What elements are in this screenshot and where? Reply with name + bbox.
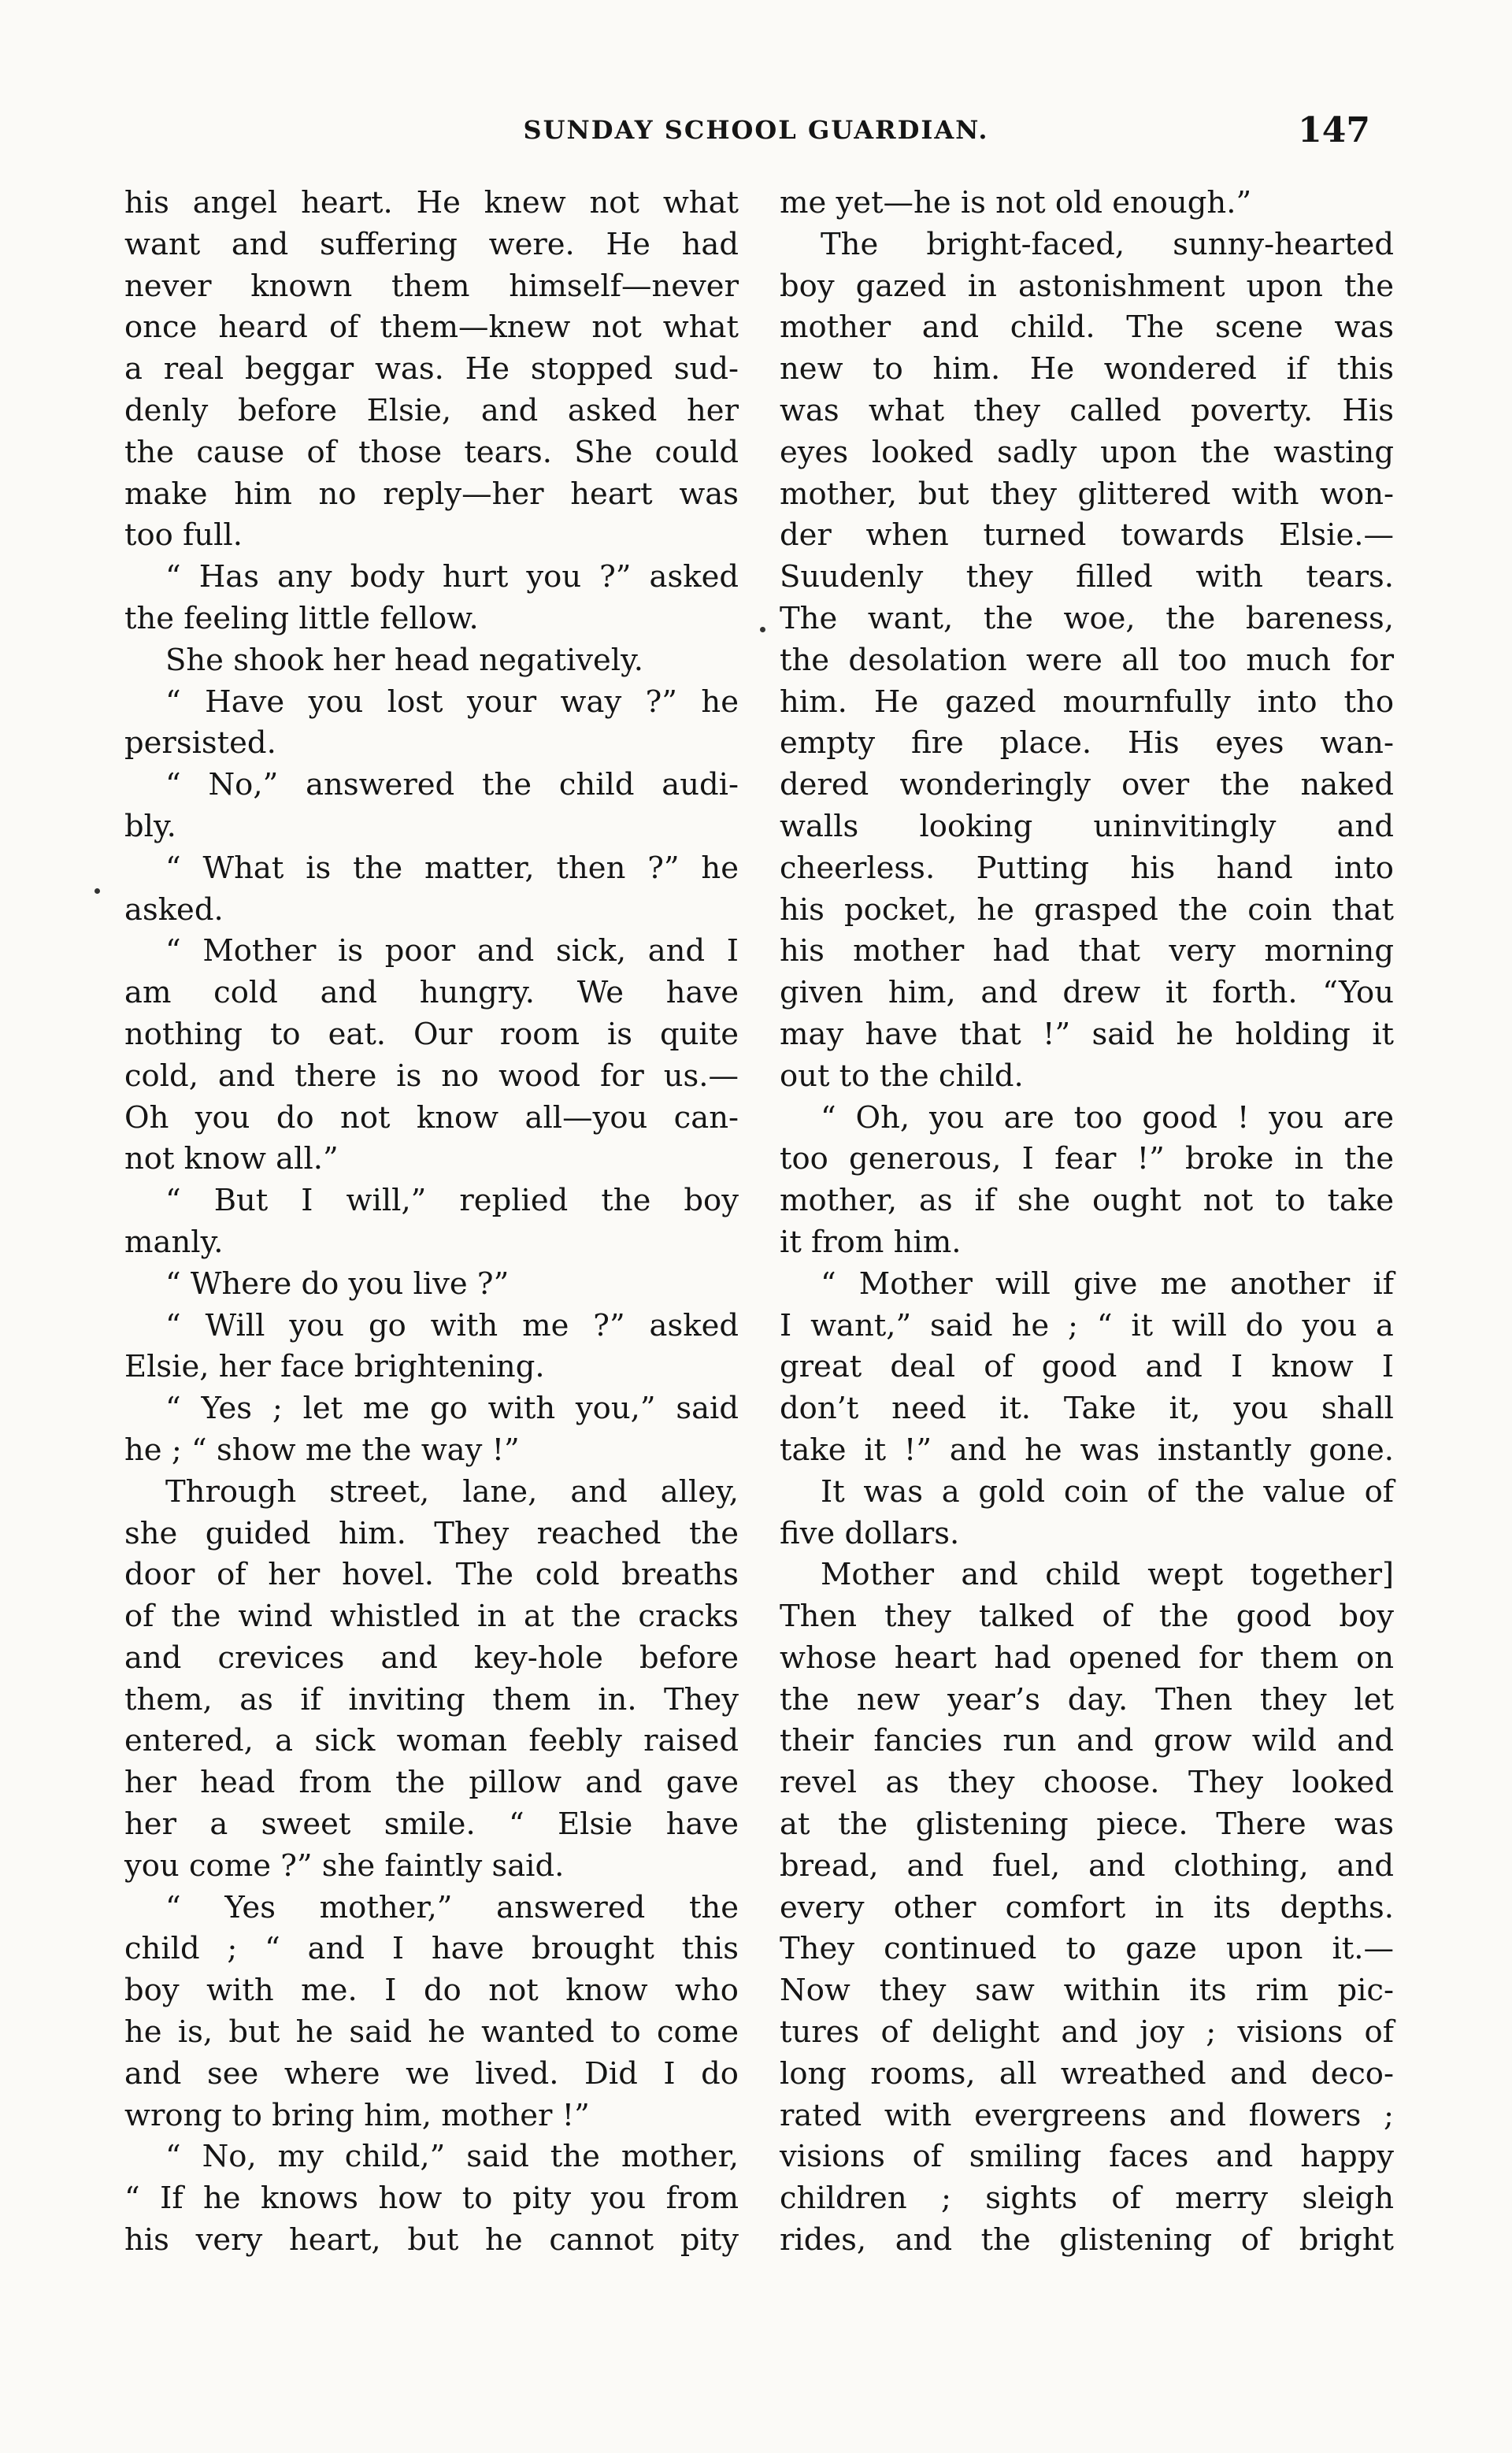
text-line: The want, the woe, the bareness, <box>780 600 1394 636</box>
text-line: “ Has any body hurt you ?” asked <box>165 559 739 595</box>
text-line: revel as they choose. They looked <box>780 1765 1394 1801</box>
text-line: mother, but they glittered with won- <box>780 476 1394 512</box>
text-line: entered, a sick woman feebly raised <box>124 1723 739 1759</box>
text-line: The bright-faced, sunny-hearted <box>821 226 1394 262</box>
text-line: wrong to bring him, mother !” <box>124 2097 590 2133</box>
text-line: asked. <box>124 891 224 928</box>
page-number: 147 <box>1298 110 1370 150</box>
text-line: me yet—he is not old enough.” <box>780 185 1252 220</box>
text-line: them, as if inviting them in. They <box>124 1681 739 1717</box>
text-line: his mother had that very morning <box>780 933 1394 969</box>
text-line: once heard of them—knew not what <box>124 309 739 346</box>
text-line: “ Have you lost your way ?” he <box>165 684 739 720</box>
text-line: their fancies run and grow wild and <box>780 1723 1394 1759</box>
text-line: “ If he knows how to pity you from <box>124 2181 739 2217</box>
text-line: Elsie, her face brightening. <box>124 1349 545 1385</box>
text-line: the feeling little fellow. <box>124 600 479 636</box>
text-line: new to him. He wondered if this <box>780 351 1394 387</box>
text-line: empty fire place. His eyes wan- <box>780 725 1394 761</box>
left-column <box>124 183 739 2262</box>
text-line: too generous, I fear !” broke in the <box>780 1141 1394 1177</box>
text-line: bread, and fuel, and clothing, and <box>780 1847 1394 1884</box>
text-line: “ No, my child,” said the mother, <box>165 2139 739 2175</box>
text-line: “ What is the matter, then ?” he <box>165 850 739 886</box>
text-line: rated with evergreens and flowers ; <box>780 2097 1394 2133</box>
text-line: boy gazed in astonishment upon the <box>780 268 1394 304</box>
text-line: mother and child. The scene was <box>780 309 1394 346</box>
text-line: his pocket, he grasped the coin that <box>780 891 1394 928</box>
margin-mark <box>94 888 100 894</box>
text-line: out to the child. <box>780 1058 1024 1094</box>
text-line: you come ?” she faintly said. <box>124 1847 565 1884</box>
text-line: a real beggar was. He stopped sud- <box>124 351 739 387</box>
right-column <box>780 183 1394 2262</box>
text-line: Through street, lane, and alley, <box>165 1473 739 1510</box>
text-line: cold, and there is no wood for us.— <box>124 1058 739 1094</box>
text-line: child ; “ and I have brought this <box>124 1931 739 1967</box>
text-line: he is, but he said he wanted to come <box>124 2014 739 2051</box>
text-line: Then they talked of the good boy <box>780 1599 1394 1635</box>
text-line: “ Yes mother,” answered the <box>165 1889 739 1925</box>
text-line: boy with me. I do not know who <box>124 1973 739 2009</box>
text-line: whose heart had opened for them on <box>780 1640 1394 1676</box>
text-line: rides, and the glistening of bright <box>780 2222 1394 2258</box>
text-line: Oh you do not know all—you can- <box>124 1099 739 1136</box>
text-line: She shook her head negatively. <box>165 642 643 678</box>
text-line: “ Mother is poor and sick, and I <box>165 933 739 969</box>
margin-mark <box>760 627 765 632</box>
text-line: eyes looked sadly upon the wasting <box>780 434 1394 470</box>
text-line: “ Mother will give me another if <box>821 1265 1394 1302</box>
text-line: “ But I will,” replied the boy <box>165 1183 739 1219</box>
text-line: too full. <box>124 517 243 554</box>
text-line: great deal of good and I know I <box>780 1349 1394 1385</box>
text-line: five dollars. <box>780 1515 960 1551</box>
text-line: door of her hovel. The cold breaths <box>124 1557 739 1593</box>
text-line: mother, as if she ought not to take <box>780 1183 1394 1219</box>
text-line: not know all.” <box>124 1141 339 1177</box>
text-line: tures of delight and joy ; visions of <box>780 2014 1394 2051</box>
text-line: take it !” and he was instantly gone. <box>780 1432 1394 1468</box>
text-line: Suudenly they filled with tears. <box>780 559 1394 595</box>
text-line: “ Yes ; let me go with you,” said <box>165 1391 739 1427</box>
text-line: don’t need it. Take it, you shall <box>780 1391 1394 1427</box>
running-head: SUNDAY SCHOOL GUARDIAN. <box>523 115 989 145</box>
text-line: he ; “ show me the way !” <box>124 1432 520 1468</box>
text-line: It was a gold coin of the value of <box>821 1473 1394 1510</box>
text-line: bly. <box>124 808 176 844</box>
text-line: the desolation were all too much for <box>780 642 1394 678</box>
text-line: never known them himself—never <box>124 268 739 304</box>
text-line: “ Oh, you are too good ! you are <box>821 1099 1394 1136</box>
text-line: walls looking uninvitingly and <box>780 808 1394 844</box>
text-line: der when turned towards Elsie.— <box>780 517 1394 554</box>
text-line: may have that !” said he holding it <box>780 1016 1394 1052</box>
text-line: am cold and hungry. We have <box>124 975 739 1011</box>
text-line: cheerless. Putting his hand into <box>780 850 1394 886</box>
text-line: long rooms, all wreathed and deco- <box>780 2055 1394 2092</box>
text-line: persisted. <box>124 725 276 761</box>
text-line: the new year’s day. Then they let <box>780 1681 1394 1717</box>
text-line: given him, and drew it forth. “You <box>780 975 1394 1011</box>
page-header <box>0 110 1512 157</box>
text-line: visions of smiling faces and happy <box>780 2139 1394 2175</box>
text-line: Mother and child wept together] <box>821 1557 1394 1593</box>
text-line: at the glistening piece. There was <box>780 1806 1394 1843</box>
text-line: make him no reply—her heart was <box>124 476 739 512</box>
text-line: manly. <box>124 1224 224 1260</box>
text-line: “ Will you go with me ?” asked <box>165 1307 739 1343</box>
text-line: the cause of those tears. She could <box>124 434 739 470</box>
text-line: of the wind whistled in at the cracks <box>124 1599 739 1635</box>
text-line: denly before Elsie, and asked her <box>124 392 739 428</box>
text-line: nothing to eat. Our room is quite <box>124 1016 739 1052</box>
text-line: dered wonderingly over the naked <box>780 767 1394 803</box>
text-line: I want,” said he ; “ it will do you a <box>780 1307 1394 1343</box>
text-line: was what they called poverty. His <box>780 392 1394 428</box>
text-line: him. He gazed mournfully into tho <box>780 684 1394 720</box>
text-line: children ; sights of merry sleigh <box>780 2181 1394 2217</box>
text-line: and see where we lived. Did I do <box>124 2055 739 2092</box>
text-line: “ No,” answered the child audi- <box>165 767 739 803</box>
text-line: her head from the pillow and gave <box>124 1765 739 1801</box>
text-line: They continued to gaze upon it.— <box>780 1931 1394 1967</box>
text-line: she guided him. They reached the <box>124 1515 739 1551</box>
text-line: want and suffering were. He had <box>124 226 739 262</box>
text-line: “ Where do you live ?” <box>165 1265 510 1302</box>
text-line: and crevices and key-hole before <box>124 1640 739 1676</box>
text-line: Now they saw within its rim pic- <box>780 1973 1394 2009</box>
text-line: it from him. <box>780 1224 962 1260</box>
text-line: every other comfort in its depths. <box>780 1889 1394 1925</box>
text-line: his very heart, but he cannot pity <box>124 2222 739 2258</box>
text-line: her a sweet smile. “ Elsie have <box>124 1806 739 1843</box>
text-line: his angel heart. He knew not what <box>124 185 739 220</box>
